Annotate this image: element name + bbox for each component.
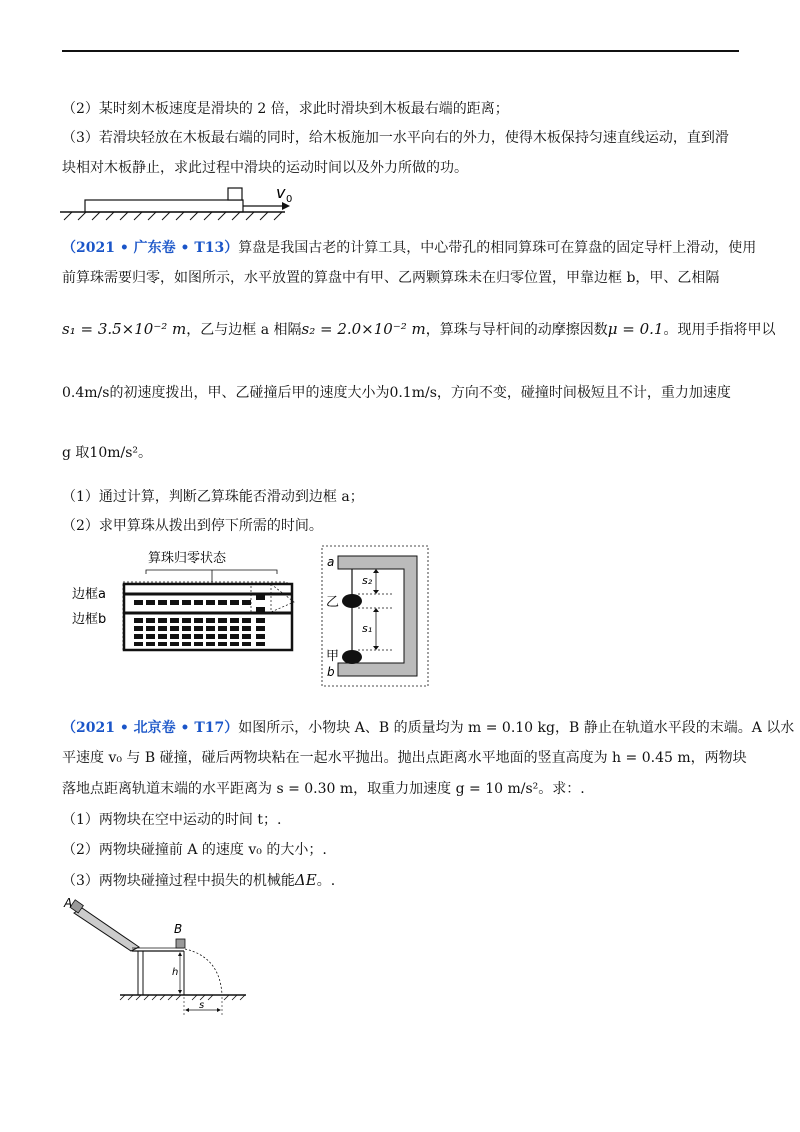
- gd-problem-line5: [62, 443, 152, 463]
- block-b-label: B: [174, 922, 183, 936]
- gd-text-4b: ，方向不变，碰撞时间极短且不计，重力加速度: [436, 385, 731, 401]
- gd-problem-line3: [62, 319, 775, 340]
- bj-problem-line2: 平速度 v₀ 与 B 碰撞，碰后两物块粘在一起水平抛出。抛出点距离水平地面的竖直高度为 h = 0.45 m，两物块: [62, 750, 747, 766]
- a-label: a: [327, 555, 335, 569]
- s1-label: s₁: [362, 622, 373, 635]
- gd-question-1: （1）通过计算，判断乙算珠能否滑动到边框 a；: [62, 489, 364, 505]
- block-a-label: A: [64, 897, 73, 910]
- gd-problem-line2: 前算珠需要归零，如图所示，水平放置的算盘中有甲、乙两颗算珠未在归零位置，甲靠边框 b，甲、乙相隔: [62, 270, 720, 286]
- gravity-label: g 取: [62, 445, 90, 461]
- velocity-subscript: 0: [286, 194, 293, 205]
- bead-jia-label: 甲: [326, 649, 340, 664]
- p1-question-2: （2）某时刻木板速度是滑块的 2 倍，求此时滑块到木板最右端的距离；: [62, 101, 509, 117]
- gd-question-2: （2）求甲算珠从拨出到停下所需的时间。: [62, 518, 323, 534]
- gd-source-tag: （2021 • 广东卷 • T13）: [62, 240, 239, 256]
- after-collision-speed: 0.1m/s: [389, 385, 437, 401]
- s2-label: s₂: [362, 574, 373, 587]
- abacus-title: 算珠归零状态: [148, 551, 227, 566]
- distance-label: s: [199, 1000, 205, 1011]
- bead-yi-label: 乙: [326, 595, 340, 610]
- b-label: b: [327, 665, 335, 679]
- bj-question-2: （2）两物块碰撞前 A 的速度 v₀ 的大小；.: [62, 842, 327, 858]
- board-slider-figure: [60, 184, 310, 224]
- mu-expression: μ = 0.1: [607, 320, 664, 338]
- gd-text-5-end: 。: [138, 445, 153, 461]
- bj-text-q3-end: 。.: [316, 873, 336, 889]
- frame-a-label: 边框a: [72, 587, 106, 602]
- s1-expression: s₁ = 3.5×10⁻² m: [62, 320, 187, 338]
- s2-expression: s₂ = 2.0×10⁻² m: [301, 320, 426, 338]
- bj-question-1: （1）两物块在空中运动的时间 t；.: [62, 812, 282, 828]
- abacus-figure: [62, 544, 442, 689]
- velocity-label: v: [276, 184, 286, 202]
- frame-b-label: 边框b: [72, 612, 107, 627]
- gd-problem-line4: [62, 383, 731, 403]
- gd-problem-line1: [62, 238, 756, 258]
- projectile-figure: [60, 897, 250, 1019]
- delta-e-expression: ΔE: [294, 871, 317, 889]
- gd-text-3c: 。现用手指将甲以: [663, 322, 776, 338]
- bj-problem-line3: 落地点距离轨道末端的水平距离为 s = 0.30 m，取重力加速度 g = 10 m/s²。求：.: [62, 781, 585, 797]
- bj-problem-line1: [62, 718, 794, 738]
- header-rule: [62, 50, 739, 52]
- bj-question-3: [62, 870, 335, 891]
- bj-text-q3: （3）两物块碰撞过程中损失的机械能: [62, 873, 295, 889]
- bj-source-tag: （2021 • 北京卷 • T17）: [62, 720, 239, 736]
- p1-question-3-line1: （3）若滑块轻放在木板最右端的同时，给木板施加一水平向右的外力，使得木板保持匀速直线运动，直到滑: [62, 130, 729, 146]
- gd-text-3a: ，乙与边框 a 相隔: [186, 322, 302, 338]
- bj-text-1: 如图所示，小物块 A、B 的质量均为 m = 0.10 kg，B 静止在轨道水平段的末端。A 以水: [238, 720, 795, 736]
- gd-text-3b: ，算珠与导杆间的动摩擦因数: [425, 322, 608, 338]
- height-label: h: [172, 967, 179, 978]
- gravity-value: 10m/s²: [89, 445, 139, 461]
- gd-text-4a: 的初速度拨出，甲、乙碰撞后甲的速度大小为: [109, 385, 390, 401]
- gd-text-1: 算盘是我国古老的计算工具，中心带孔的相同算珠可在算盘的固定导杆上滑动，使用: [238, 240, 757, 256]
- p1-question-3-line2: 块相对木板静止，求此过程中滑块的运动时间以及外力所做的功。: [62, 160, 468, 176]
- initial-speed: 0.4m/s: [62, 385, 110, 401]
